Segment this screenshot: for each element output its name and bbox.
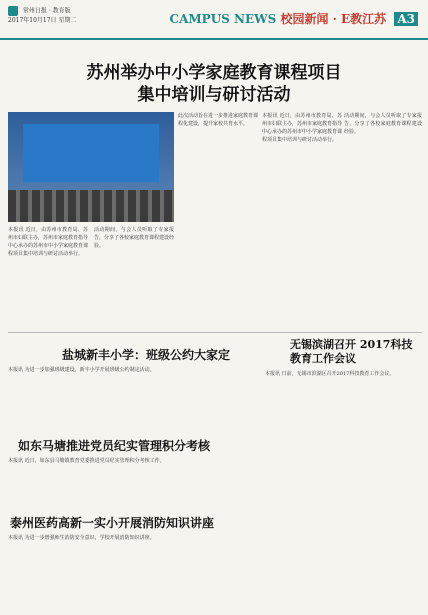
main-body-col3: 此次活动旨在进一步推进家庭教育课程化建设，提升家校共育水平。 (178, 113, 258, 127)
article-headline-1: 盐城新丰小学：班级公约大家定 (62, 348, 231, 362)
stage-screen (23, 124, 159, 182)
section-cn: 校园新闻 · E教江苏 (280, 12, 387, 26)
article-headline-4: 泰州医药高新一实小开展消防知识讲座 (10, 516, 215, 530)
article-body-2: 本报讯 日前，无锡市滨湖区召开2017科技教育工作会议。 (265, 371, 395, 377)
article-body-1: 本报讯 为进一步加强班级建设，新丰小学开展班级公约制定活动。 (8, 367, 155, 373)
main-headline-line2: 集中培训与研讨活动 (137, 85, 291, 105)
page-header (0, 0, 428, 40)
audience (8, 190, 174, 222)
article-headline-2: 无锡滨湖召开 2017科技教育工作会议 (290, 338, 413, 365)
section-en: CAMPUS NEWS (169, 12, 277, 26)
main-body-col1: 本报讯 近日，由苏州市教育局、苏州市妇联主办，苏州市家庭教育指导中心承办的苏州市中小学家庭教育课程项目集中培训与研讨活动举行。 (8, 227, 88, 257)
section-label (170, 10, 418, 27)
section-divider (8, 332, 422, 333)
main-body-col2: 活动期间，与会人员听取了专家报告，分享了各校家庭教育课程建设经验。 (94, 227, 174, 249)
article-body-4: 本报讯 为进一步增强师生消防安全意识，学校开展消防知识讲座。 (8, 535, 155, 541)
masthead-line1: 常州日报 · 教育版 (22, 7, 71, 15)
masthead-line2: 2017年10月17日 星期二 (8, 17, 77, 24)
page-number: A3 (394, 12, 418, 26)
main-body-col5: 活动期间，与会人员听取了专家报告，分享了各校家庭教育课程建设经验。 (344, 113, 422, 135)
article-body-3: 本报讯 近日，如东县马塘镇教育党委推进党员纪实管理积分考核工作。 (8, 458, 165, 464)
article-headline-3: 如东马塘推进党员纪实管理积分考核 (18, 439, 211, 453)
event-photo (8, 112, 174, 222)
masthead-left (8, 6, 76, 25)
main-body-col4: 本报讯 近日，由苏州市教育局、苏州市妇联主办，苏州市家庭教育指导中心承办的苏州市中小学家庭教育课程项目集中培训与研讨活动举行。 (262, 113, 342, 143)
newspaper-logo-icon (8, 6, 18, 16)
main-headline-line1: 苏州举办中小学家庭教育课程项目 (86, 63, 342, 83)
